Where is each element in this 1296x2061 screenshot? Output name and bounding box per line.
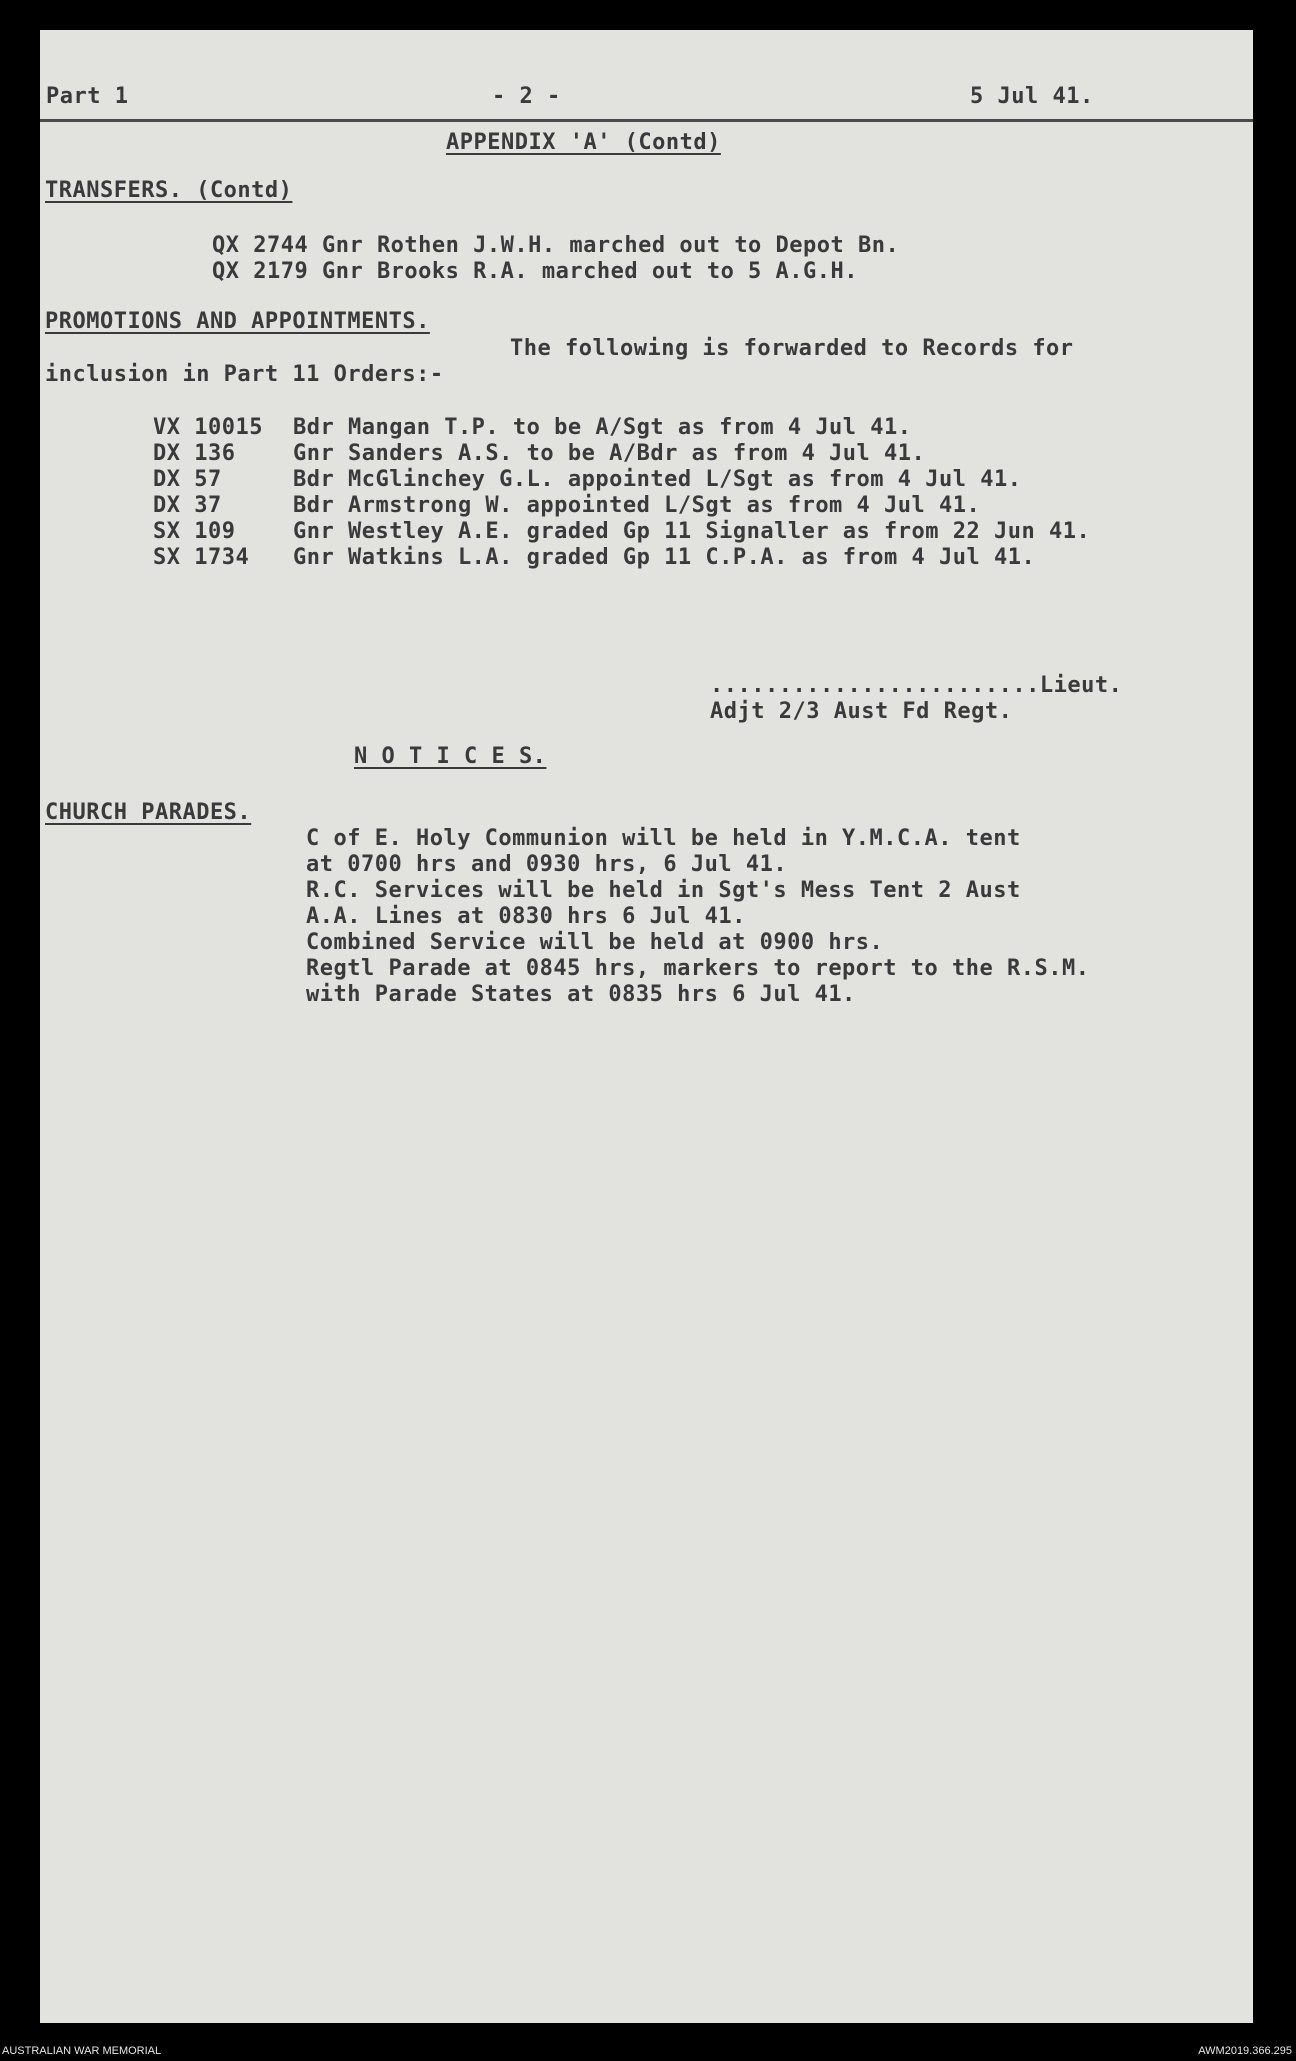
footer-source: AUSTRALIAN WAR MEMORIAL xyxy=(2,2045,162,2057)
transfer-line-2: QX 2179 Gnr Brooks R.A. marched out to 5 A.G.H. xyxy=(212,259,859,284)
church-line: A.A. Lines at 0830 hrs 6 Jul 41. xyxy=(306,904,746,929)
church-line: Regtl Parade at 0845 hrs, markers to report to the R.S.M. xyxy=(306,956,1090,981)
church-line: R.C. Services will be held in Sgt's Mess Tent 2 Aust xyxy=(306,878,1021,903)
appendix-title: APPENDIX 'A' (Contd) xyxy=(446,130,721,155)
header-part: Part 1 xyxy=(46,84,129,109)
church-line: Combined Service will be held at 0900 hrs. xyxy=(306,930,884,955)
promotion-number: SX 1734 xyxy=(153,545,250,570)
promotions-intro-line2: inclusion in Part 11 Orders:- xyxy=(45,362,444,387)
footer-reference: AWM2019.366.295 xyxy=(1198,2045,1292,2057)
promotion-number: DX 57 xyxy=(153,467,222,492)
promotion-number: SX 109 xyxy=(153,519,236,544)
church-line: at 0700 hrs and 0930 hrs, 6 Jul 41. xyxy=(306,852,788,877)
promotion-text: Gnr Watkins L.A. graded Gp 11 C.P.A. as from 4 Jul 41. xyxy=(293,545,1036,570)
archive-footer xyxy=(0,2041,1296,2061)
promotion-number: DX 37 xyxy=(153,493,222,518)
promotion-number: VX 10015 xyxy=(153,415,263,440)
promotions-intro-line1: The following is forwarded to Records for xyxy=(510,336,1074,361)
church-line: C of E. Holy Communion will be held in Y.M.C.A. tent xyxy=(306,826,1021,851)
promotions-heading: PROMOTIONS AND APPOINTMENTS. xyxy=(45,309,430,334)
document-page xyxy=(40,30,1253,2023)
notices-heading: N O T I C E S. xyxy=(354,744,547,769)
promotion-number: DX 136 xyxy=(153,441,236,466)
promotion-text: Gnr Sanders A.S. to be A/Bdr as from 4 Jul 41. xyxy=(293,441,926,466)
promotion-text: Bdr Armstrong W. appointed L/Sgt as from 4 Jul 41. xyxy=(293,493,981,518)
header-page-number: - 2 - xyxy=(492,84,561,109)
transfer-line-1: QX 2744 Gnr Rothen J.W.H. marched out to Depot Bn. xyxy=(212,233,900,258)
header-date: 5 Jul 41. xyxy=(970,84,1094,109)
promotion-text: Bdr McGlinchey G.L. appointed L/Sgt as from 4 Jul 41. xyxy=(293,467,1022,492)
transfers-heading: TRANSFERS. (Contd) xyxy=(45,178,293,203)
church-parades-heading: CHURCH PARADES. xyxy=(45,800,252,825)
signature-title: Adjt 2/3 Aust Fd Regt. xyxy=(710,699,1013,724)
promotion-text: Gnr Westley A.E. graded Gp 11 Signaller as from 22 Jun 41. xyxy=(293,519,1091,544)
header-rule xyxy=(40,119,1253,122)
promotion-text: Bdr Mangan T.P. to be A/Sgt as from 4 Jul 41. xyxy=(293,415,912,440)
church-line: with Parade States at 0835 hrs 6 Jul 41. xyxy=(306,982,856,1007)
signature-line: ........................Lieut. xyxy=(710,673,1123,698)
